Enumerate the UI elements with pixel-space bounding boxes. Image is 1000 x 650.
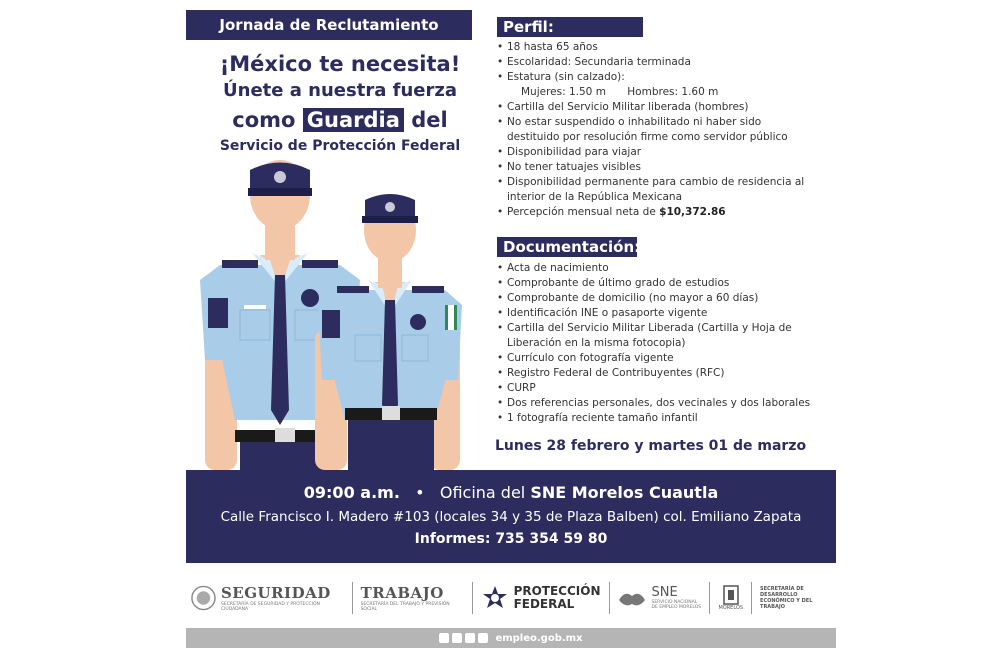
- list-item: • Cartilla del Servicio Militar Liberada (Cartilla y Hoja de Liberación en la misma fotocopia): [497, 321, 812, 351]
- info-band: [186, 470, 836, 563]
- salary-label: Percepción mensual neta de: [507, 206, 660, 218]
- list-item: • Escolaridad: Secundaria terminada: [497, 55, 812, 70]
- height-women: Mujeres: 1.50 m: [521, 86, 606, 98]
- website-link[interactable]: empleo.gob.mx: [495, 632, 583, 644]
- divider: [751, 582, 752, 614]
- list-item: • Comprobante de domicilio (no mayor a 60 días): [497, 291, 812, 306]
- list-item: • No tener tatuajes visibles: [497, 160, 812, 175]
- perfil-heading: Perfil:: [497, 17, 643, 37]
- address: Calle Francisco I. Madero #103 (locales 34 y 35 de Plaza Balben) col. Emiliano Zapata: [220, 509, 802, 525]
- list-item: • CURP: [497, 381, 812, 396]
- headline-guardia: Guardia: [303, 108, 404, 132]
- list-item: • Disponibilidad para viajar: [497, 145, 812, 160]
- salary-value: $10,372.86: [659, 206, 726, 218]
- list-item: • Acta de nacimiento: [497, 261, 812, 276]
- list-item: • Cartilla del Servicio Militar liberada (hombres): [497, 100, 812, 115]
- banner-text: Jornada de Reclutamiento: [219, 16, 439, 34]
- handshake-icon: [617, 586, 647, 610]
- list-item: • Disponibilidad permanente para cambio de residencia al interior de la República Mexicana: [497, 175, 812, 205]
- seal-icon: [190, 584, 217, 612]
- list-item: • No estar suspendido o inhabilitado ni haber sido destituido por resolución firme como servidor público: [497, 115, 812, 145]
- recruitment-banner: [186, 10, 472, 40]
- headline-line3: [200, 104, 480, 136]
- list-item: • Comprobante de último grado de estudios: [497, 276, 812, 291]
- event-time: 09:00 a.m.: [303, 483, 400, 502]
- footer-strip: [186, 628, 836, 648]
- guards-illustration: [190, 150, 490, 470]
- morelos-emblem-icon: [722, 585, 740, 605]
- logo-sne: [617, 585, 701, 610]
- list-item: • 1 fotografía reciente tamaño infantil: [497, 411, 812, 426]
- divider: [472, 582, 473, 614]
- sne-subtitle: SERVICIO NACIONAL DE EMPLEO MORELOS: [651, 600, 702, 610]
- list-item: • Registro Federal de Contribuyentes (RFC): [497, 366, 812, 381]
- youtube-icon[interactable]: [478, 633, 488, 643]
- seguridad-subtitle: SECRETARÍA DE SEGURIDAD Y PROTECCIÓN CIUDADANA: [220, 601, 320, 612]
- logo-proteccion-federal: [481, 584, 601, 612]
- sdeyt-text: SECRETARÍA DE DESARROLLO ECONÓMICO Y DEL TRABAJO: [760, 585, 813, 610]
- proteccion-text: PROTECCIÓN: [513, 583, 601, 598]
- divider: [609, 582, 610, 614]
- headline-como: como: [232, 108, 296, 132]
- instagram-icon[interactable]: [465, 633, 475, 643]
- documentacion-list: [497, 261, 812, 426]
- office-name: SNE Morelos Cuautla: [530, 483, 719, 502]
- salary-item: [497, 205, 812, 220]
- divider: [709, 582, 710, 614]
- bullet-separator: •: [415, 483, 425, 502]
- list-item: • Estatura (sin calzado):: [497, 70, 812, 85]
- logo-trabajo: [361, 584, 464, 612]
- headline-line1: ¡México te necesita!: [219, 52, 461, 76]
- phone-info: Informes: 735 354 59 80: [414, 531, 608, 547]
- star-badge-icon: [481, 584, 509, 612]
- height-requirements: [497, 85, 812, 100]
- logo-morelos: [718, 585, 743, 611]
- trabajo-text: TRABAJO: [360, 583, 444, 602]
- seguridad-text: SEGURIDAD: [220, 583, 331, 602]
- time-office-line: [186, 482, 836, 504]
- list-item: • Dos referencias personales, dos vecinales y dos laborales: [497, 396, 812, 411]
- office-prefix: Oficina del: [439, 483, 531, 502]
- twitter-icon[interactable]: [452, 633, 462, 643]
- headline-line2: Únete a nuestra fuerza: [223, 80, 457, 101]
- divider: [352, 582, 353, 614]
- headline-line4: Servicio de Protección Federal: [219, 138, 461, 154]
- logo-sdeyt: [760, 586, 830, 610]
- list-item: • 18 hasta 65 años: [497, 40, 812, 55]
- female-guard-figure: [315, 194, 462, 470]
- height-men: Hombres: 1.60 m: [627, 86, 719, 98]
- list-item: • Currículo con fotografía vigente: [497, 351, 812, 366]
- documentacion-heading: Documentación:: [497, 237, 637, 257]
- logos-row: [190, 575, 830, 620]
- headline-del: del: [411, 108, 448, 132]
- perfil-list: [497, 40, 812, 220]
- logo-seguridad: [190, 584, 344, 612]
- headline: [200, 50, 480, 156]
- list-item: • Identificación INE o pasaporte vigente: [497, 306, 812, 321]
- morelos-text: MORELOS: [718, 604, 744, 611]
- facebook-icon[interactable]: [439, 633, 449, 643]
- trabajo-subtitle: SECRETARÍA DEL TRABAJO Y PREVISIÓN SOCIAL: [360, 601, 450, 612]
- event-dates: Lunes 28 febrero y martes 01 de marzo: [495, 438, 807, 454]
- federal-text: FEDERAL: [513, 596, 575, 611]
- sne-text: SNE: [651, 585, 678, 600]
